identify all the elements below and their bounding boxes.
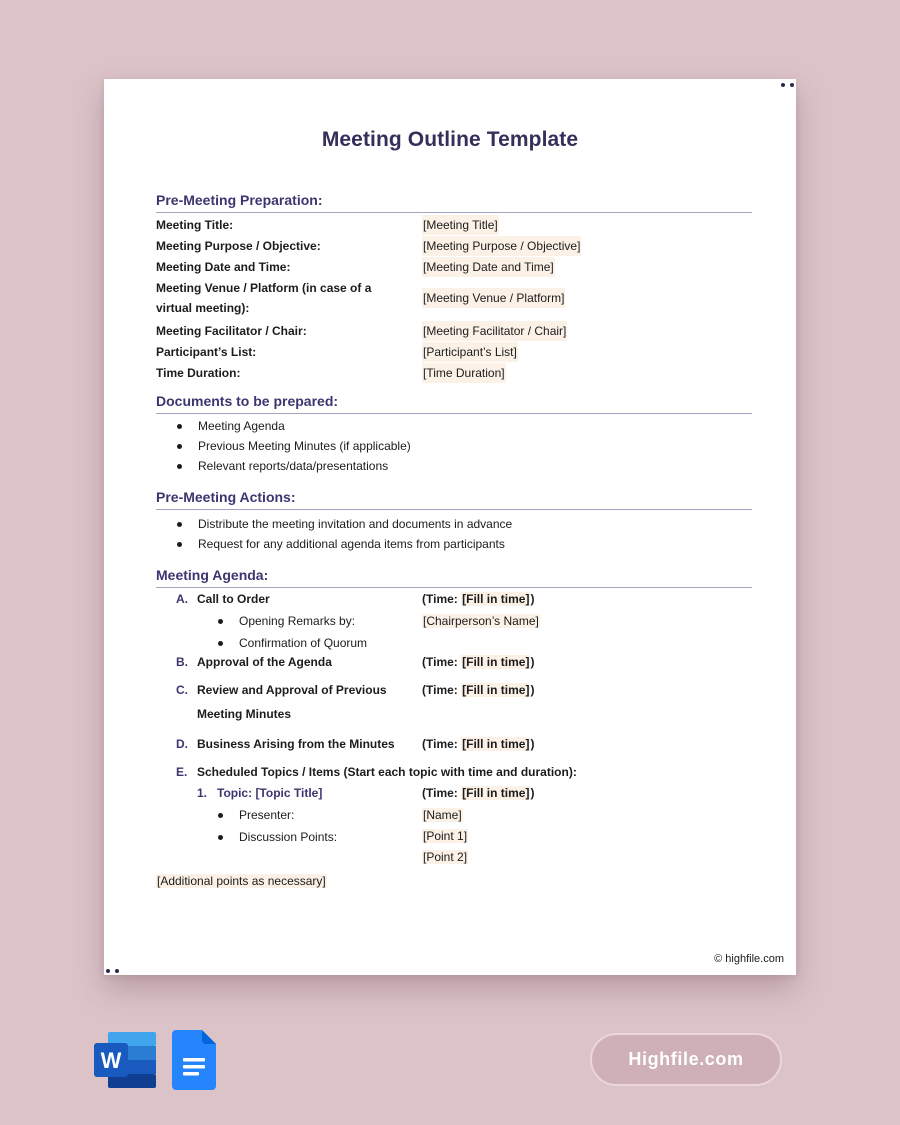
agenda-time: (Time: [Fill in time]) <box>422 786 535 800</box>
agenda-time: (Time: [Fill in time]) <box>422 737 535 751</box>
section-heading-agenda: Meeting Agenda: <box>156 567 752 588</box>
agenda-letter: B. <box>176 655 188 669</box>
agenda-letter: E. <box>176 765 188 779</box>
bullet-icon <box>218 835 223 840</box>
document-page: Meeting Outline Template Pre-Meeting Preparation: Meeting Title: [Meeting Title] Meeting Purpose / Objective: [Meeting Purpose / Objective] Meeting Date and Time: [Meeting Date and Time] Meeting Venue / Platform (in case of a virtual meeting): [Meeting Venue / Platform] Meeting Facilitator / Chair: [Meeting Facilitator / Chair] Participant’s List: [Participant’s List] Time Duration: [Time Duration] Documents to be prepared: Meeting Agenda Previous Meeting Minutes (if applicable) Relevant reports/data/presentations Pre-Meeting Actions: Distribute the meeting invitation and documents in advance Request for any additional agenda items from participants Meeting Agenda: A. Call to Order (Time: [Fill in time]) Opening Remarks by: [Chairperson’s Name] Confirmation of Quorum B. Approval of the Agenda (Time: [Fill in time]) C. Review and Approval of Previous Meeting Minutes (Time: [Fill in time]) D. Business Arising from the Minutes (Time: [Fill in time]) E. Scheduled Topics / Items (Start each topic with time and duration): 1. Topic: [Topic Title] (Time: [Fill in time]) Presenter: [Name] Discussion Points: [Point 1] [Point 2] [Additional points as necessary] © highfile.com <box>104 79 796 975</box>
agenda-item-title: Business Arising from the Minutes <box>197 737 395 751</box>
agenda-letter: D. <box>176 737 188 751</box>
bullet-icon <box>177 424 182 429</box>
bullet-icon <box>218 813 223 818</box>
agenda-item-title: Scheduled Topics / Items (Start each topic with time and duration): <box>197 765 577 779</box>
agenda-letter: C. <box>176 683 188 697</box>
section-heading-documents: Documents to be prepared: <box>156 393 752 414</box>
google-docs-icon[interactable] <box>172 1030 216 1090</box>
agenda-time: (Time: [Fill in time]) <box>422 655 535 669</box>
additional-points: [Additional points as necessary] <box>157 874 326 888</box>
bullet-icon <box>218 641 223 646</box>
field-row <box>156 278 752 318</box>
agenda-item-title: Call to Order <box>197 592 270 606</box>
field-label: Meeting Title: <box>156 218 234 232</box>
copyright-text: © highfile.com <box>714 953 784 965</box>
document-title: Meeting Outline Template <box>321 128 579 151</box>
field-label: Meeting Facilitator / Chair: <box>156 324 307 338</box>
field-label: Meeting Venue / Platform (in case of a virtual meeting): <box>156 281 372 315</box>
agenda-time: (Time: [Fill in time]) <box>422 683 535 697</box>
discussion-point: [Point 2] <box>423 850 468 864</box>
field-label: Participant’s List: <box>156 345 257 359</box>
field-row <box>156 342 752 362</box>
field-label: Time Duration: <box>156 366 241 380</box>
section-heading-actions: Pre-Meeting Actions: <box>156 489 752 510</box>
field-row <box>156 236 752 256</box>
agenda-sub-value: [Chairperson’s Name] <box>423 614 539 628</box>
bullet-icon <box>218 619 223 624</box>
corner-dots-bottom <box>106 969 119 973</box>
field-value: [Meeting Date and Time] <box>422 257 555 277</box>
corner-dots-top <box>781 83 794 87</box>
bullet-icon <box>177 542 182 547</box>
bullet-icon <box>177 522 182 527</box>
bullet-icon <box>177 444 182 449</box>
agenda-letter: A. <box>176 592 188 606</box>
agenda-item-title: Review and Approval of Previous <box>197 683 387 697</box>
field-row <box>156 257 752 277</box>
agenda-item-title-cont: Meeting Minutes <box>197 707 292 721</box>
agenda-time: (Time: [Fill in time]) <box>422 592 535 606</box>
field-value: [Participant’s List] <box>422 342 518 362</box>
svg-text:W: W <box>100 1048 122 1073</box>
agenda-item-title: Approval of the Agenda <box>197 655 332 669</box>
field-label: Meeting Purpose / Objective: <box>156 239 321 253</box>
presenter-value: [Name] <box>423 808 462 822</box>
topic-number: 1. <box>197 786 208 800</box>
field-value: [Time Duration] <box>422 363 506 383</box>
field-value: [Meeting Facilitator / Chair] <box>422 321 567 341</box>
topic-title: Topic: [Topic Title] <box>217 786 323 800</box>
field-label: Meeting Date and Time: <box>156 260 291 274</box>
brand-badge[interactable]: Highfile.com <box>590 1033 782 1086</box>
word-icon[interactable] <box>94 1031 156 1089</box>
field-value: [Meeting Title] <box>422 215 499 235</box>
field-value: [Meeting Purpose / Objective] <box>422 236 581 256</box>
field-row <box>156 321 752 341</box>
field-value: [Meeting Venue / Platform] <box>422 288 565 308</box>
bullet-icon <box>177 464 182 469</box>
discussion-point: [Point 1] <box>423 829 468 843</box>
field-row <box>156 215 752 235</box>
section-heading-pre-meeting: Pre-Meeting Preparation: <box>156 192 752 213</box>
field-row <box>156 363 752 383</box>
